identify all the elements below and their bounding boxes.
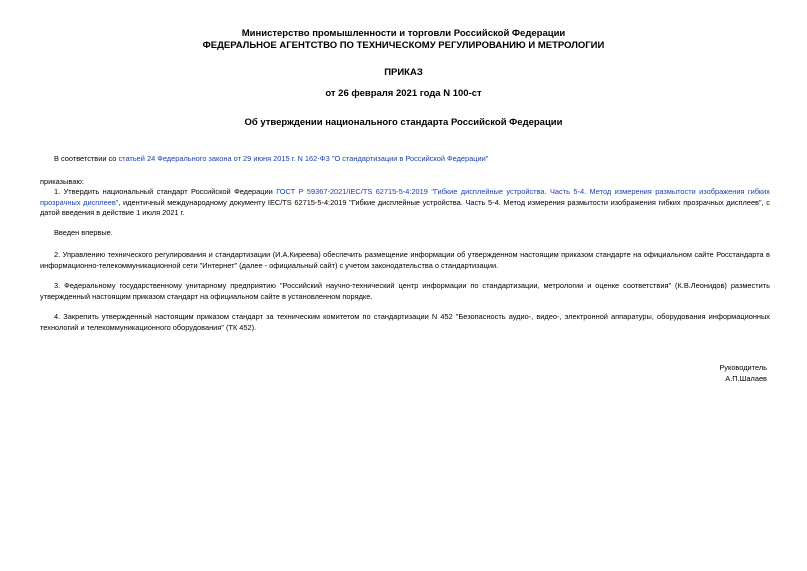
item-1-suffix: , идентичный международному документу IEC/TS 62715-5-4:2019 "Гибкие дисплейные устройства. Часть 5-4. Метод измерения размытости изображения гибких прозрачных дисплеев", с датой введения в действие 1 июля 2021 г. bbox=[40, 197, 770, 218]
item-4: 4. Закрепить утвержденный настоящим приказом стандарт за техническим комитетом по стандартизации N 452 "Безопасность аудио-, видео-, электронной аппаратуры, оборудования информационных технологий и телекоммуникационного оборудования" (ТК 452). bbox=[40, 312, 770, 332]
document-type: ПРИКАЗ bbox=[384, 67, 423, 78]
item-2: 2. Управлению технического регулирования и стандартизации (И.А.Киреева) обеспечить размещение информации об утвержденном настоящим приказом стандарте на официальном сайте Росстандарта в информационно-телекоммуникационной сети "Интернет" (далее - официальный сайт) с учетом законодательства о стандартизации. bbox=[40, 250, 770, 270]
signature-role: Руководитель bbox=[719, 363, 767, 372]
standard-link[interactable]: ГОСТ Р 59367-2021/IEC/TS 62715-5-4:2019 "Гибкие дисплейные устройства. Часть 5-4. Метод измерения размытости изображения гибких прозрачных дисплеев" bbox=[40, 187, 770, 207]
item-1 bbox=[40, 187, 770, 219]
preamble-prefix: В соответствии со bbox=[54, 154, 119, 163]
item-1-prefix: 1. Утвердить национальный стандарт Российской Федерации bbox=[54, 187, 277, 196]
ministry-name: Министерство промышленности и торговли Российской Федерации bbox=[241, 28, 566, 39]
order-word: приказываю: bbox=[40, 177, 84, 186]
preamble bbox=[40, 154, 770, 165]
introduced-note: Введен впервые. bbox=[54, 228, 113, 237]
agency-name: ФЕДЕРАЛЬНОЕ АГЕНТСТВО ПО ТЕХНИЧЕСКОМУ РЕГУЛИРОВАНИЮ И МЕТРОЛОГИИ bbox=[202, 40, 605, 51]
order-title: Об утверждении национального стандарта Российской Федерации bbox=[244, 117, 563, 128]
law-article-link[interactable]: статьей 24 Федерального закона от 29 июня 2015 г. N 162-ФЗ "О стандартизации в Российской Федерации" bbox=[118, 154, 489, 163]
signature-name: А.П.Шалаев bbox=[725, 374, 767, 383]
item-3: 3. Федеральному государственному унитарному предприятию "Российский научно-технический центр информации по стандартизации, метрологии и оценке соответствия" (К.В.Леонидов) разместить утвержденный настоящим приказом стандарт на официальном сайте в установленном порядке. bbox=[40, 281, 770, 301]
order-date-number: от 26 февраля 2021 года N 100-ст bbox=[325, 88, 482, 99]
